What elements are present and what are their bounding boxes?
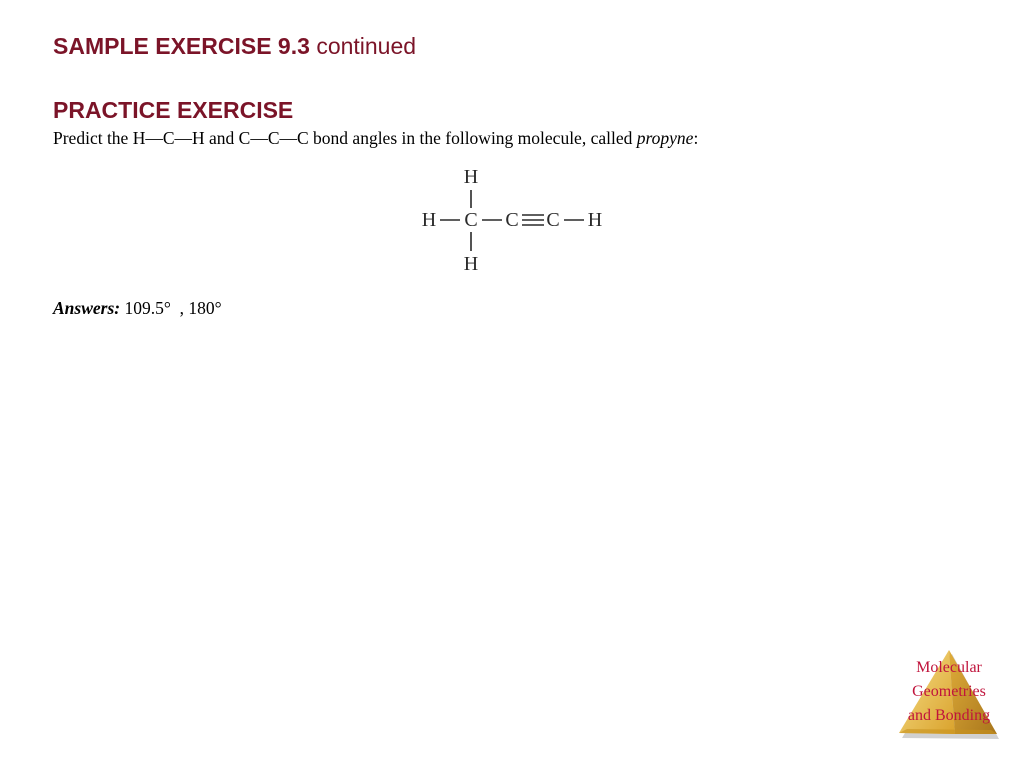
answers-line <box>53 298 222 319</box>
chapter-title-line-1: Molecular <box>916 659 982 676</box>
section-heading: PRACTICE EXERCISE <box>53 97 294 123</box>
answers-value: 109.5° , 180° <box>120 298 222 318</box>
atom-h-bottom: H <box>463 253 479 275</box>
chapter-title-line-2: Geometries <box>912 683 986 700</box>
question-text <box>53 128 698 149</box>
atom-c2: C <box>505 209 519 231</box>
question-suffix: : <box>693 128 699 148</box>
chapter-logo <box>893 648 1005 743</box>
answers-label: Answers: <box>53 298 121 318</box>
slide-title <box>53 33 416 60</box>
atom-h-top: H <box>463 166 479 188</box>
atom-h-right: H <box>587 209 603 231</box>
title-continued: continued <box>316 33 417 59</box>
atom-h-left: H <box>421 209 437 231</box>
title-bold: SAMPLE EXERCISE 9.3 <box>53 33 310 59</box>
chapter-title-line-3: and Bonding <box>907 707 991 724</box>
question-body: Predict the H—C—H and C—C—C bond angles in the following molecule, called <box>53 128 637 148</box>
atom-c3: C <box>546 209 560 231</box>
propyne-structure-diagram <box>410 160 620 280</box>
chapter-title <box>893 656 1005 728</box>
molecule-name: propyne <box>636 128 694 148</box>
atom-c1: C <box>464 209 478 231</box>
